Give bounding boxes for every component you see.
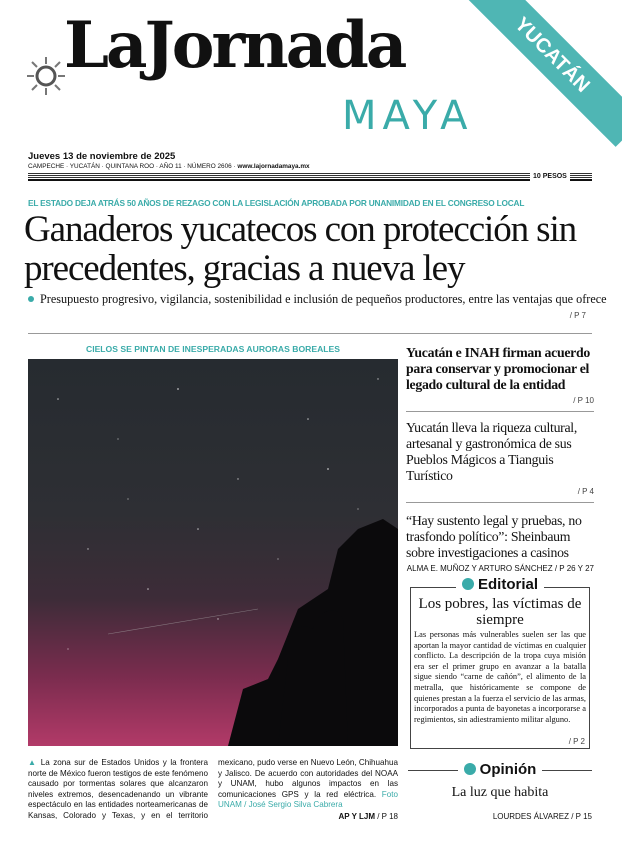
price: 10 PESOS xyxy=(530,172,570,181)
caption-text: La zona sur de Estados Unidos y la frontera norte de México fueron testigos de este fenómeno causado por tormentas solares que alcanzaron niveles extremos, desencadenando un vibrante espectáculo en las entidades norteamericanas de Kansas, Colorado y Texas, y en el territorio mexicano, pudo verse en Nuevo León, Chihuahua y Jalisco. De acuerdo con autoridades del NOAA y UNAM, hubo algunos impactos en las comunicaciones GPS y la red eléctrica. xyxy=(28,758,398,820)
page-ref: / P 18 xyxy=(377,812,398,821)
logo-sun-icon xyxy=(26,56,66,96)
editorial-section xyxy=(408,576,592,594)
opinion-headline[interactable]: La luz que habita xyxy=(451,785,549,800)
byline: AP Y LJM xyxy=(338,812,375,821)
opinion-byline xyxy=(408,812,592,822)
lead-story xyxy=(24,198,616,321)
page-ref: / P 7 xyxy=(569,311,586,320)
byline: LOURDES ÁLVAREZ xyxy=(492,812,569,821)
rule xyxy=(28,179,592,181)
rule xyxy=(28,177,592,178)
rule xyxy=(28,175,592,176)
section-icon xyxy=(462,578,474,590)
lead-deck xyxy=(24,292,616,307)
aurora-photo[interactable] xyxy=(28,359,398,746)
newspaper-logo: LaJornada xyxy=(64,8,405,83)
section-label: Editorial xyxy=(477,576,538,593)
editorial-body: Las personas más vulnerables suelen ser las que aportan la mayor cantidad de víctimas en cualquier conflicto. La descripción de la tropa cuya misión era ser el primer grupo en avanzar a la batalla sigue siendo “carne de cañón”, el alimento de la metralla, que históricamente se compone de quienes prestan a la fuerza el servicio de las armas, incorporados a punta de bayonetas a incorporarse a regimientos, sin adiestramiento militar alguno. xyxy=(414,630,586,724)
logo-subtitle: MAYA xyxy=(342,93,474,139)
aurora-scene xyxy=(28,359,398,746)
page-ref: / P 4 xyxy=(577,487,594,496)
bullet-icon xyxy=(28,296,34,302)
section-label: Opinión xyxy=(479,761,537,778)
opinion-section xyxy=(408,761,592,779)
issue-info xyxy=(28,163,310,170)
story-headline[interactable]: Yucatán lleva la riqueza cultural, artesanal y gastronómica de sus Pueblos Mágicos a Tianguis Turístico xyxy=(406,420,577,483)
issue-date: Jueves 13 de noviembre de 2025 xyxy=(28,151,176,162)
photo-kicker: CIELOS SE PINTAN DE INESPERADAS AURORAS BOREALES xyxy=(85,344,341,354)
edition-ribbon: YUCATÁN xyxy=(460,0,622,147)
story-byline xyxy=(406,564,594,574)
lead-deck-text: Presupuesto progresivo, vigilancia, sostenibilidad e inclusión de pequeños productores, entre las ventajas que ofrece xyxy=(40,292,607,306)
editorial-headline[interactable]: Los pobres, las víctimas de siempre xyxy=(418,596,582,628)
photo-byline xyxy=(260,812,398,822)
byline: ALMA E. MUÑOZ Y ARTURO SÁNCHEZ xyxy=(406,564,553,573)
page-ref: / P 26 Y 27 xyxy=(554,564,594,573)
photo-credit: Foto UNAM / José Sergio Silva Cabrera xyxy=(218,789,398,810)
story-headline[interactable]: Yucatán e INAH firman acuerdo para conservar y promocionar el legado cultural de la entidad xyxy=(406,345,590,392)
triangle-icon: ▲ xyxy=(28,758,41,767)
page-ref: / P 15 xyxy=(571,812,592,821)
page-ref: / P 10 xyxy=(573,396,594,405)
divider xyxy=(28,333,592,334)
site-url[interactable]: www.lajornadamaya.mx xyxy=(237,163,310,170)
lead-headline[interactable]: Ganaderos yucatecos con protección sin precedentes, gracias a nueva ley xyxy=(24,209,577,289)
issue-info-text: CAMPECHE · YUCATÁN · QUINTANA ROO · AÑO 11 · NÚMERO 2606 · xyxy=(28,163,238,170)
story xyxy=(406,342,594,412)
story xyxy=(406,503,594,579)
story xyxy=(406,412,594,503)
section-icon xyxy=(464,763,476,775)
rule xyxy=(28,173,592,174)
lead-kicker: EL ESTADO DEJA ATRÁS 50 AÑOS DE REZAGO CON LA LEGISLACIÓN APROBADA POR UNANIMIDAD EN EL CONGRESO LOCAL xyxy=(28,198,525,208)
secondary-stories xyxy=(406,342,594,579)
page-ref: / P 2 xyxy=(568,737,585,746)
story-headline[interactable]: “Hay sustento legal y pruebas, no trasfondo político”: Sheinbaum sobre investigaciones a casinos xyxy=(406,513,582,560)
